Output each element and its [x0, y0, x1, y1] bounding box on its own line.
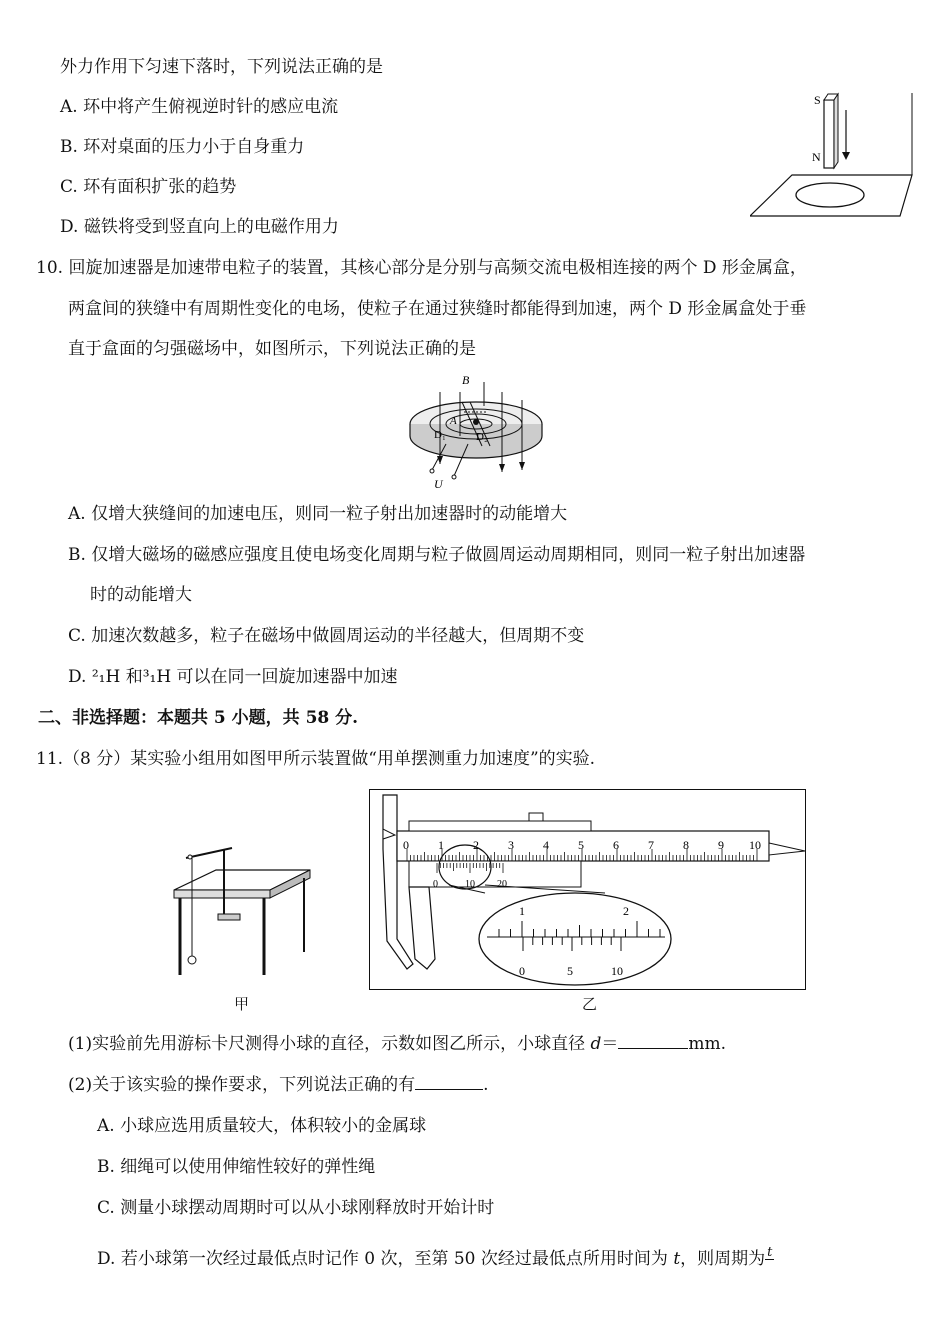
q11-option-d-text2: ，则周期为: [680, 1249, 766, 1269]
q11-option-d: [97, 1246, 774, 1273]
q10-option-a: A. 仅增大狭缝间的加速电压，则同一粒子射出加速器时的动能增大: [68, 504, 568, 524]
vernier-small-20: 20: [497, 879, 507, 890]
q11-part2-text: (2)关于该实验的操作要求，下列说法正确的有: [68, 1075, 416, 1095]
magnet-s-label: S: [814, 93, 821, 107]
q9-stem-continued: 外力作用下匀速下落时，下列说法正确的是: [60, 57, 383, 77]
diameter-answer-blank[interactable]: [618, 1048, 688, 1049]
fig-yi-label: 乙: [582, 995, 598, 1013]
q10-option-b: B. 仅增大磁场的磁感应强度且使电场变化周期与粒子做圆周运动周期相同，则同一粒子射出加速器: [68, 545, 806, 565]
zoom-main-1: 1: [519, 904, 525, 918]
q10-option-c: C. 加速次数越多，粒子在磁场中做圆周运动的半径越大，但周期不变: [68, 626, 585, 646]
main-scale-6: 6: [613, 838, 619, 852]
cyclotron-u-label: U: [434, 477, 443, 491]
main-scale-1: 1: [438, 838, 444, 852]
magnet-ring-figure: [750, 88, 920, 223]
vernier-caliper-figure: [369, 789, 809, 991]
cyclotron-figure: [404, 372, 554, 492]
q11-part2: [68, 1073, 489, 1097]
zoom-vernier-0: 0: [519, 964, 525, 978]
q11-option-a: A. 小球应选用质量较大，体积较小的金属球: [97, 1116, 427, 1136]
main-scale-4: 4: [543, 838, 549, 852]
period-fraction-numerator: t: [767, 1245, 773, 1260]
magnet-n-label: N: [812, 150, 821, 164]
fig-jia-label: 甲: [234, 995, 250, 1013]
q11-option-c: C. 测量小球摆动周期时可以从小球刚释放时开始计时: [97, 1198, 495, 1218]
q11-stem: 11.（8 分）某实验小组用如图甲所示装置做“用单摆测重力加速度”的实验.: [36, 749, 596, 769]
q11-part1-text: (1)实验前先用游标卡尺测得小球的直径，示数如图乙所示，小球直径: [68, 1034, 591, 1054]
q10-stem-line2: 两盒间的狭缝中有周期性变化的电场，使粒子在通过狭缝时都能得到加速，两个 D 形金属盒处于垂: [68, 299, 807, 319]
q9-option-a: A. 环中将产生俯视逆时针的感应电流: [60, 97, 339, 117]
section-two-heading: 二、非选择题：本题共 5 小题，共 58 分.: [38, 708, 359, 728]
q9-option-b: B. 环对桌面的压力小于自身重力: [60, 137, 305, 157]
q10-option-d: D. ²₁H 和³₁H 可以在同一回旋加速器中加速: [68, 667, 398, 687]
zoom-main-2: 2: [623, 904, 629, 918]
q9-option-c: C. 环有面积扩张的趋势: [60, 177, 237, 197]
cyclotron-b-label: B: [462, 373, 470, 387]
q11-option-b: B. 细绳可以使用伸缩性较好的弹性绳: [97, 1157, 376, 1177]
q11-option-d-text: D. 若小球第一次经过最低点时记作 0 次，至第 50 次经过最低点所用时间为: [97, 1249, 674, 1269]
q11-part1-unit: mm.: [688, 1034, 727, 1054]
q11-option-d-var: t: [673, 1249, 681, 1269]
main-scale-10: 10: [749, 838, 761, 852]
part2-answer-blank[interactable]: [415, 1089, 483, 1090]
period-fraction: [765, 1246, 774, 1273]
q11-part2-period: .: [483, 1075, 489, 1095]
vernier-small-0: 0: [433, 879, 438, 890]
q10-option-b-cont: 时的动能增大: [90, 585, 192, 605]
main-scale-9: 9: [718, 838, 724, 852]
main-scale-0: 0: [403, 838, 409, 852]
q11-part1-equals: ＝: [601, 1034, 619, 1054]
cyclotron-d1-label: D₁: [434, 429, 446, 441]
main-scale-2: 2: [473, 838, 479, 852]
q11-part1-var: d: [590, 1034, 602, 1054]
q10-stem-line3: 直于盒面的匀强磁场中，如图所示，下列说法正确的是: [68, 339, 476, 359]
main-scale-3: 3: [508, 838, 514, 852]
main-scale-8: 8: [683, 838, 689, 852]
zoom-vernier-5: 5: [567, 964, 573, 978]
q9-option-d: D. 磁铁将受到竖直向上的电磁作用力: [60, 217, 339, 237]
zoom-vernier-10: 10: [611, 964, 623, 978]
q10-stem-line1: 10. 回旋加速器是加速带电粒子的装置，其核心部分是分别与高频交流电极相连接的两个 D 形金属盒，: [36, 258, 807, 278]
vernier-small-10: 10: [465, 879, 475, 890]
pendulum-figure: [166, 840, 312, 985]
cyclotron-a-label: A: [450, 415, 457, 427]
main-scale-7: 7: [648, 838, 654, 852]
q11-part1: [68, 1032, 726, 1056]
main-scale-5: 5: [578, 838, 584, 852]
cyclotron-d2-label: D₂: [476, 431, 488, 443]
